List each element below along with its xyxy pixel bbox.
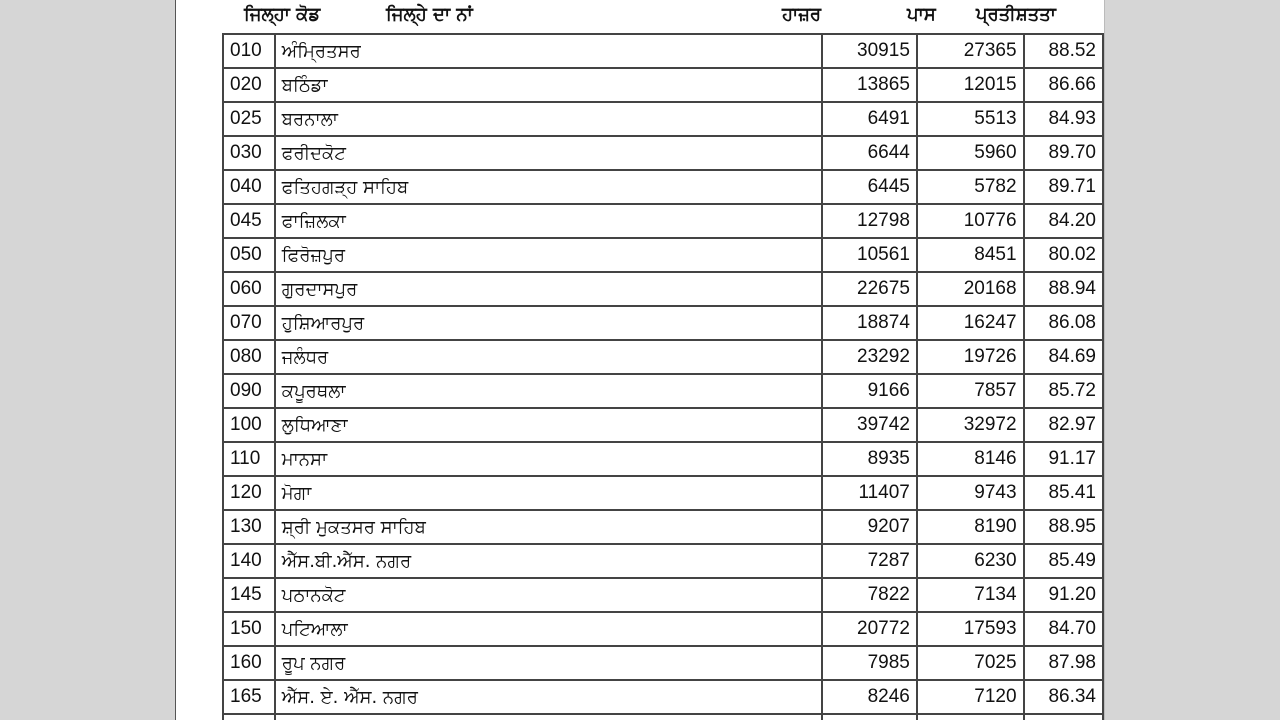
- header-district-code: ਜਿਲ੍ਹਾ ਕੋਡ: [244, 4, 321, 25]
- header-percentage: ਪ੍ਰਤੀਸ਼ਤਤਾ: [976, 4, 1056, 25]
- table-row: [223, 510, 1103, 544]
- table-row: [223, 68, 1103, 102]
- present-count-cell: 11407: [822, 476, 917, 510]
- present-count-cell: 6491: [822, 102, 917, 136]
- empty-cell: [1024, 714, 1103, 720]
- pass-percentage-cell: 82.97: [1024, 408, 1103, 442]
- table-row: [223, 170, 1103, 204]
- present-count-cell: 9207: [822, 510, 917, 544]
- pass-count-cell: 6230: [917, 544, 1024, 578]
- table-row: [223, 204, 1103, 238]
- district-code-cell: 160: [223, 646, 275, 680]
- district-code-cell: 150: [223, 612, 275, 646]
- table-row: [223, 680, 1103, 714]
- table-row: [223, 442, 1103, 476]
- pass-percentage-cell: 85.41: [1024, 476, 1103, 510]
- empty-cell: [822, 714, 917, 720]
- district-name-cell: ਮਾਨਸਾ: [275, 442, 822, 476]
- district-code-cell: 045: [223, 204, 275, 238]
- district-code-cell: 030: [223, 136, 275, 170]
- pass-count-cell: 8451: [917, 238, 1024, 272]
- pass-count-cell: 19726: [917, 340, 1024, 374]
- header-present: ਹਾਜ਼ਰ: [782, 4, 822, 25]
- pass-percentage-cell: 86.34: [1024, 680, 1103, 714]
- pass-count-cell: 32972: [917, 408, 1024, 442]
- pass-count-cell: 5513: [917, 102, 1024, 136]
- district-name-cell: ਬਠਿੰਡਾ: [275, 68, 822, 102]
- district-code-cell: 130: [223, 510, 275, 544]
- district-name-cell: ਫਿਰੋਜ਼ਪੁਰ: [275, 238, 822, 272]
- table-row: [223, 646, 1103, 680]
- present-count-cell: 12798: [822, 204, 917, 238]
- present-count-cell: 6644: [822, 136, 917, 170]
- district-code-cell: 010: [223, 34, 275, 68]
- pass-count-cell: 7025: [917, 646, 1024, 680]
- pass-percentage-cell: 84.70: [1024, 612, 1103, 646]
- present-count-cell: 20772: [822, 612, 917, 646]
- district-name-cell: ਰੂਪ ਨਗਰ: [275, 646, 822, 680]
- results-table-body: [223, 34, 1103, 720]
- pass-percentage-cell: 84.93: [1024, 102, 1103, 136]
- pass-percentage-cell: 80.02: [1024, 238, 1103, 272]
- present-count-cell: 7985: [822, 646, 917, 680]
- present-count-cell: 10561: [822, 238, 917, 272]
- district-name-cell: ਪਠਾਨਕੋਟ: [275, 578, 822, 612]
- table-row: [223, 136, 1103, 170]
- document-page: [175, 0, 1105, 720]
- district-name-cell: ਜਲੰਧਰ: [275, 340, 822, 374]
- pass-percentage-cell: 87.98: [1024, 646, 1103, 680]
- table-row: [223, 34, 1103, 68]
- present-count-cell: 9166: [822, 374, 917, 408]
- pass-count-cell: 27365: [917, 34, 1024, 68]
- pass-percentage-cell: 86.08: [1024, 306, 1103, 340]
- pass-count-cell: 20168: [917, 272, 1024, 306]
- district-name-cell: ਹੁਸ਼ਿਆਰਪੁਰ: [275, 306, 822, 340]
- district-code-cell: 025: [223, 102, 275, 136]
- results-table: [222, 33, 1104, 720]
- present-count-cell: 39742: [822, 408, 917, 442]
- district-name-cell: ਬਰਨਾਲਾ: [275, 102, 822, 136]
- district-name-cell: ਕਪੂਰਥਲਾ: [275, 374, 822, 408]
- pass-count-cell: 7857: [917, 374, 1024, 408]
- table-row: [223, 238, 1103, 272]
- district-name-cell: ਲੁਧਿਆਣਾ: [275, 408, 822, 442]
- present-count-cell: 7822: [822, 578, 917, 612]
- present-count-cell: 7287: [822, 544, 917, 578]
- present-count-cell: 23292: [822, 340, 917, 374]
- district-name-cell: ਫਰੀਦਕੋਟ: [275, 136, 822, 170]
- district-code-cell: 110: [223, 442, 275, 476]
- district-name-cell: ਐੱਸ.ਬੀ.ਐੱਸ. ਨਗਰ: [275, 544, 822, 578]
- pass-percentage-cell: 89.71: [1024, 170, 1103, 204]
- district-name-cell: ਮੋਗਾ: [275, 476, 822, 510]
- pass-percentage-cell: 85.72: [1024, 374, 1103, 408]
- empty-cell: [223, 714, 275, 720]
- table-row: [223, 476, 1103, 510]
- district-code-cell: 060: [223, 272, 275, 306]
- district-code-cell: 165: [223, 680, 275, 714]
- district-code-cell: 080: [223, 340, 275, 374]
- table-row-partial: [223, 714, 1103, 720]
- pass-count-cell: 10776: [917, 204, 1024, 238]
- pass-percentage-cell: 88.95: [1024, 510, 1103, 544]
- table-row: [223, 544, 1103, 578]
- empty-cell: [275, 714, 822, 720]
- district-name-cell: ਸ਼੍ਰੀ ਮੁਕਤਸਰ ਸਾਹਿਬ: [275, 510, 822, 544]
- present-count-cell: 6445: [822, 170, 917, 204]
- table-row: [223, 612, 1103, 646]
- table-row: [223, 306, 1103, 340]
- district-code-cell: 090: [223, 374, 275, 408]
- district-code-cell: 140: [223, 544, 275, 578]
- district-code-cell: 100: [223, 408, 275, 442]
- district-code-cell: 040: [223, 170, 275, 204]
- district-name-cell: ਫਾਜ਼ਿਲਕਾ: [275, 204, 822, 238]
- pass-count-cell: 7120: [917, 680, 1024, 714]
- pass-count-cell: 9743: [917, 476, 1024, 510]
- district-name-cell: ਗੁਰਦਾਸਪੁਰ: [275, 272, 822, 306]
- header-pass: ਪਾਸ: [907, 4, 936, 25]
- present-count-cell: 8935: [822, 442, 917, 476]
- table-row: [223, 102, 1103, 136]
- present-count-cell: 8246: [822, 680, 917, 714]
- present-count-cell: 22675: [822, 272, 917, 306]
- pass-percentage-cell: 88.94: [1024, 272, 1103, 306]
- district-code-cell: 070: [223, 306, 275, 340]
- district-code-cell: 145: [223, 578, 275, 612]
- table-header: [176, 0, 1104, 34]
- pass-percentage-cell: 84.69: [1024, 340, 1103, 374]
- table-row: [223, 272, 1103, 306]
- pass-percentage-cell: 84.20: [1024, 204, 1103, 238]
- pass-percentage-cell: 91.17: [1024, 442, 1103, 476]
- pass-percentage-cell: 88.52: [1024, 34, 1103, 68]
- district-code-cell: 120: [223, 476, 275, 510]
- table-row: [223, 408, 1103, 442]
- pass-percentage-cell: 89.70: [1024, 136, 1103, 170]
- table-row: [223, 578, 1103, 612]
- pass-percentage-cell: 85.49: [1024, 544, 1103, 578]
- empty-cell: [917, 714, 1024, 720]
- district-code-cell: 020: [223, 68, 275, 102]
- table-row: [223, 374, 1103, 408]
- present-count-cell: 13865: [822, 68, 917, 102]
- pass-count-cell: 7134: [917, 578, 1024, 612]
- pass-count-cell: 5782: [917, 170, 1024, 204]
- present-count-cell: 30915: [822, 34, 917, 68]
- header-district-name: ਜਿਲ੍ਹੇ ਦਾ ਨਾਂ: [386, 4, 473, 25]
- district-name-cell: ਫਤਿਹਗੜ੍ਹ ਸਾਹਿਬ: [275, 170, 822, 204]
- district-name-cell: ਪਟਿਆਲਾ: [275, 612, 822, 646]
- pass-count-cell: 16247: [917, 306, 1024, 340]
- district-name-cell: ਅੰਮ੍ਰਿਤਸਰ: [275, 34, 822, 68]
- table-row: [223, 340, 1103, 374]
- district-name-cell: ਐੱਸ. ਏ. ਐੱਸ. ਨਗਰ: [275, 680, 822, 714]
- district-code-cell: 050: [223, 238, 275, 272]
- pass-percentage-cell: 91.20: [1024, 578, 1103, 612]
- present-count-cell: 18874: [822, 306, 917, 340]
- pass-count-cell: 8146: [917, 442, 1024, 476]
- pass-count-cell: 8190: [917, 510, 1024, 544]
- pass-count-cell: 17593: [917, 612, 1024, 646]
- pass-count-cell: 5960: [917, 136, 1024, 170]
- pass-percentage-cell: 86.66: [1024, 68, 1103, 102]
- pass-count-cell: 12015: [917, 68, 1024, 102]
